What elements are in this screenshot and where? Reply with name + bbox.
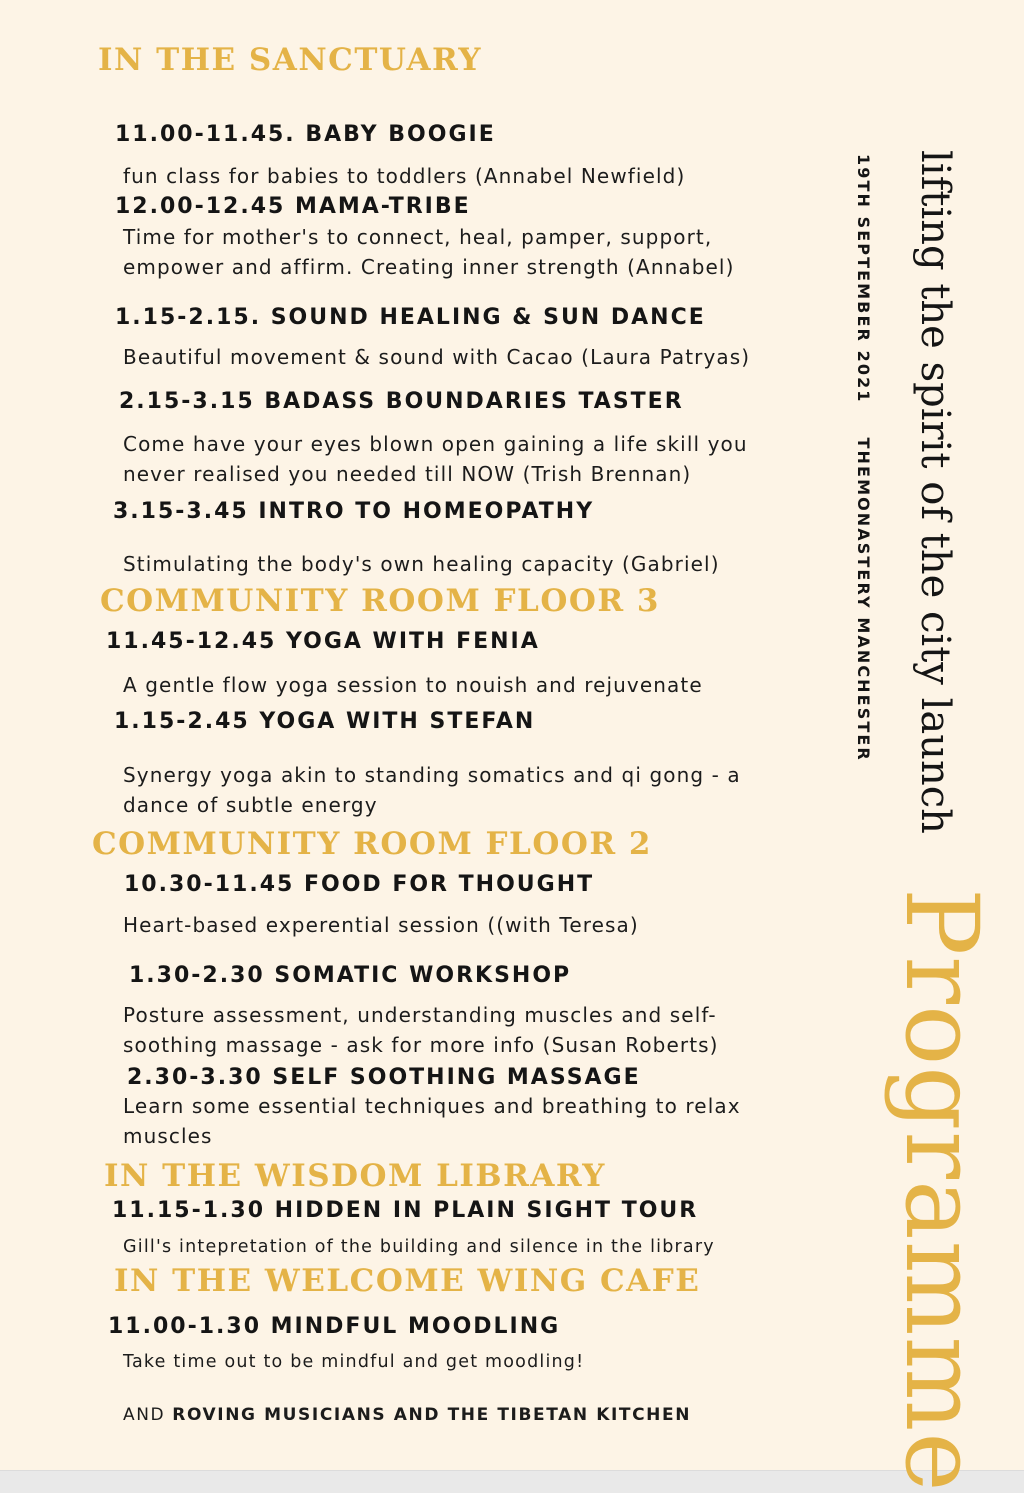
event-description: never realised you needed till NOW (Trish Brennan) [123,462,692,486]
section-heading-cafe: IN THE WELCOME WING CAFE [114,1263,701,1299]
event-description: fun class for babies to toddlers (Annabel Newfield) [123,164,686,188]
event-date: 19TH SEPTEMBER 2021 [854,154,873,404]
event-title: 12.00-12.45 MAMA-TRIBE [115,194,471,219]
event-description: Take time out to be mindful and get moodling! [123,1352,585,1372]
event-description: A gentle flow yoga session to nouish and rejuvenate [123,673,703,697]
event-title: 10.30-11.45 FOOD FOR THOUGHT [124,872,595,897]
section-heading-floor-3: COMMUNITY ROOM FLOOR 3 [100,583,660,619]
event-title: 3.15-3.45 INTRO TO HOMEOPATHY [113,499,595,524]
event-description: Gill's intepretation of the building and silence in the library [123,1237,715,1257]
event-description: Stimulating the body's own healing capacity (Gabriel) [123,552,720,576]
event-description: soothing massage - ask for more info (Susan Roberts) [123,1033,719,1057]
event-description: Come have your eyes blown open gaining a life skill you [123,432,748,456]
event-description: Time for mother's to connect, heal, pamper, support, [123,225,713,249]
event-title: 11.00-11.45. BABY BOOGIE [115,122,496,147]
event-title: 2.30-3.30 SELF SOOTHING MASSAGE [127,1065,641,1090]
event-title: 1.30-2.30 SOMATIC WORKSHOP [129,963,572,988]
section-heading-floor-2: COMMUNITY ROOM FLOOR 2 [92,826,652,862]
event-title: 1.15-2.15. SOUND HEALING & SUN DANCE [115,305,706,330]
section-heading-library: IN THE WISDOM LIBRARY [104,1158,606,1194]
section-heading-sanctuary: IN THE SANCTUARY [98,42,482,78]
event-title: 11.45-12.45 YOGA WITH FENIA [106,629,540,654]
event-title: 11.00-1.30 MINDFUL MOODLING [108,1314,561,1339]
event-description: muscles [123,1124,213,1148]
footer-highlight: ROVING MUSICIANS AND THE TIBETAN KITCHEN [172,1405,692,1425]
footer-prefix: AND [123,1405,166,1425]
footer-note [123,1405,691,1425]
date-venue-line [854,154,873,762]
event-venue: THEMONASTERY MANCHESTER [854,437,873,762]
launch-title: lifting the spirit of the city launch [912,150,958,834]
event-title: 11.15-1.30 HIDDEN IN PLAIN SIGHT TOUR [112,1198,699,1223]
event-description: Learn some essential techniques and breathing to relax [123,1094,741,1118]
event-description: Posture assessment, understanding muscles and self- [123,1003,717,1027]
event-description: Heart-based experential session ((with Teresa) [123,913,639,937]
event-title: 1.15-2.45 YOGA WITH STEFAN [114,709,536,734]
programme-title: Programme [883,888,1000,1493]
event-description: Beautiful movement & sound with Cacao (Laura Patryas) [123,345,751,369]
event-description: Synergy yoga akin to standing somatics and qi gong - a [123,763,741,787]
event-description: dance of subtle energy [123,793,378,817]
event-title: 2.15-3.15 BADASS BOUNDARIES TASTER [119,389,684,414]
event-description: empower and affirm. Creating inner strength (Annabel) [123,255,735,279]
